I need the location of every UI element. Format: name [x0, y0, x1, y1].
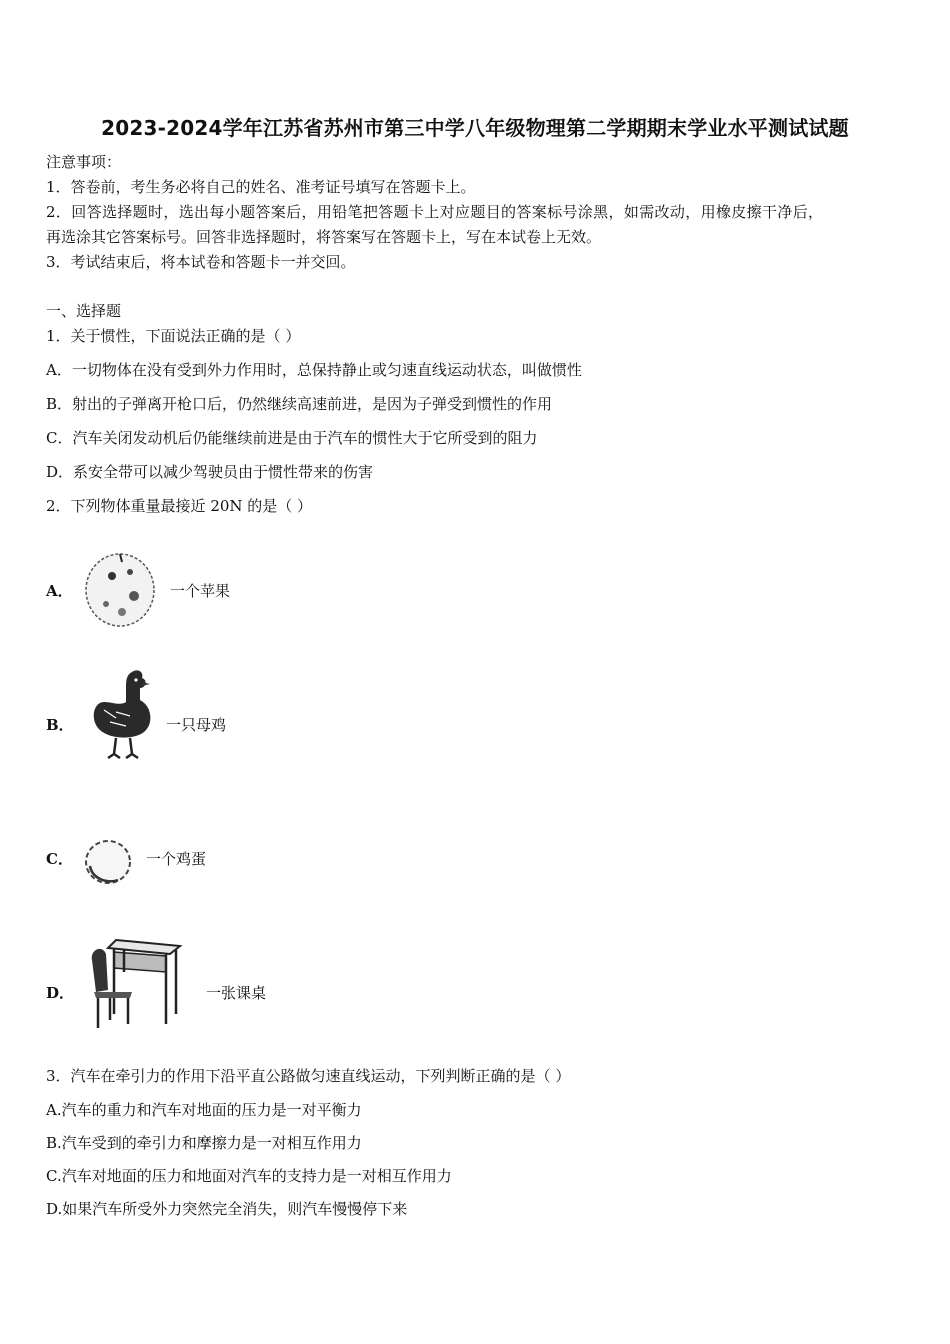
question-3-option-b: B.汽车受到的牵引力和摩擦力是一对相互作用力: [46, 1134, 362, 1152]
notice-item: 1．答卷前，考生务必将自己的姓名、准考证号填写在答题卡上。: [46, 178, 476, 196]
question-2-stem: 2．下列物体重量最接近 20N 的是（ ）: [46, 497, 313, 515]
egg-icon: [82, 836, 134, 888]
question-2-option-a-label: A．: [46, 582, 73, 600]
hen-icon: [86, 666, 158, 760]
question-1-stem: 1．关于惯性，下面说法正确的是（ ）: [46, 327, 301, 345]
question-3-stem: 3．汽车在牵引力的作用下沿平直公路做匀速直线运动，下列判断正确的是（ ）: [46, 1067, 571, 1085]
question-2-option-d-text: 一张课桌: [206, 984, 267, 1002]
question-2-option-c-label: C．: [46, 850, 73, 868]
question-2-option-d-label: D．: [46, 984, 75, 1002]
page-title: 2023-2024学年江苏省苏州市第三中学八年级物理第二学期期末学业水平测试试题: [101, 116, 849, 140]
notice-item: 2．回答选择题时，选出每小题答案后，用铅笔把答题卡上对应题目的答案标号涂黑，如需改动，用橡皮擦干净后，: [46, 203, 824, 221]
notice-heading: 注意事项：: [46, 153, 122, 171]
notice-item: 3．考试结束后，将本试卷和答题卡一并交回。: [46, 253, 356, 271]
question-3-option-d: D.如果汽车所受外力突然完全消失，则汽车慢慢停下来: [46, 1200, 408, 1218]
question-3-option-a: A.汽车的重力和汽车对地面的压力是一对平衡力: [46, 1101, 362, 1119]
question-1-option-d: D．系安全带可以减少驾驶员由于惯性带来的伤害: [46, 463, 374, 481]
question-2-option-b-text: 一只母鸡: [166, 716, 227, 734]
question-3-option-c: C.汽车对地面的压力和地面对汽车的支持力是一对相互作用力: [46, 1167, 452, 1185]
question-2-option-c-text: 一个鸡蛋: [146, 850, 207, 868]
question-2-option-a-text: 一个苹果: [170, 582, 231, 600]
question-1-option-a: A．一切物体在没有受到外力作用时，总保持静止或匀速直线运动状态，叫做惯性: [46, 361, 582, 379]
apple-icon: [82, 546, 158, 630]
question-2-option-b-label: B．: [46, 716, 74, 734]
notice-item: 再选涂其它答案标号。回答非选择题时，将答案写在答题卡上，写在本试卷上无效。: [46, 228, 602, 246]
section-heading: 一、选择题: [46, 302, 122, 320]
desk-icon: [88, 932, 184, 1032]
question-1-option-b: B．射出的子弹离开枪口后，仍然继续高速前进，是因为子弹受到惯性的作用: [46, 395, 553, 413]
question-1-option-c: C．汽车关闭发动机后仍能继续前进是由于汽车的惯性大于它所受到的阻力: [46, 429, 538, 447]
